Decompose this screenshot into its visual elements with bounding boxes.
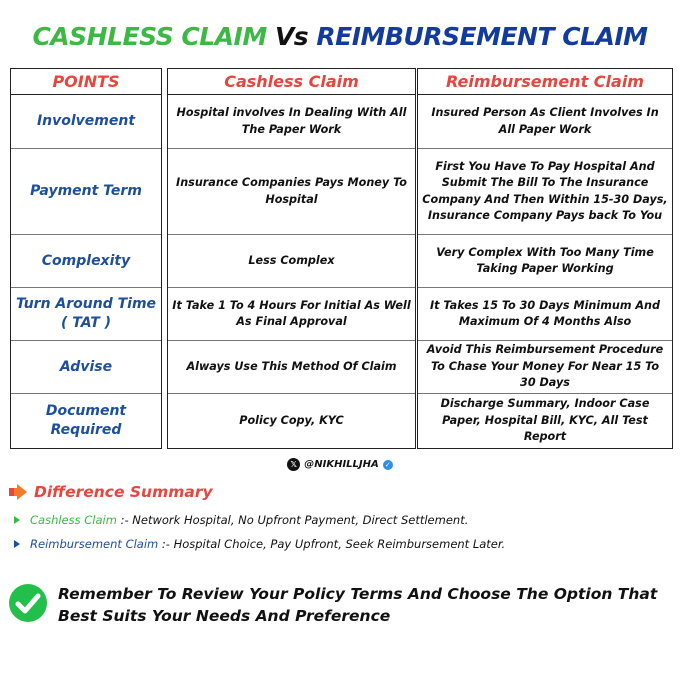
handle-text: @NIKHILLJHA bbox=[304, 459, 379, 470]
points-header: POINTS bbox=[11, 69, 161, 95]
footer-note bbox=[8, 583, 658, 627]
title-cashless: CASHLESS CLAIM bbox=[32, 22, 267, 51]
reimbursement-cell: First You Have To Pay Hospital And Submit The Bill To The Insurance Company And Then Within 15-30 Days, Insurance Company Pays back To You bbox=[418, 149, 672, 235]
title-reimbursement: REIMBURSEMENT CLAIM bbox=[316, 22, 648, 51]
summary-item bbox=[12, 537, 505, 551]
reimbursement-cell: Avoid This Reimbursement Procedure To Chase Your Money For Near 15 To 30 Days bbox=[418, 341, 672, 394]
reimbursement-column bbox=[417, 68, 673, 449]
summary-item bbox=[12, 513, 468, 527]
summary-label-reimbursement: Reimbursement Claim bbox=[30, 537, 159, 551]
cashless-cell: Less Complex bbox=[168, 235, 415, 288]
reimbursement-cell: Discharge Summary, Indoor Case Paper, Hospital Bill, KYC, All Test Report bbox=[440, 397, 650, 444]
cashless-cell: Hospital involves In Dealing With All The Paper Work bbox=[168, 95, 415, 149]
cashless-cell: It Take 1 To 4 Hours For Initial As Well As Final Approval bbox=[168, 288, 415, 341]
points-column bbox=[10, 68, 162, 449]
page-title bbox=[0, 22, 680, 51]
summary-heading bbox=[8, 483, 213, 501]
reimbursement-cell: It Takes 15 To 30 Days Minimum And Maximum Of 4 Months Also bbox=[418, 288, 672, 341]
point-cell: Turn Around Time ( TAT ) bbox=[11, 288, 161, 341]
summary-text: :- Network Hospital, No Upfront Payment, Direct Settlement. bbox=[116, 513, 469, 527]
verified-badge-icon: ✓ bbox=[383, 460, 393, 470]
point-cell: Involvement bbox=[11, 95, 161, 149]
bullet-arrow-icon bbox=[12, 539, 22, 549]
reimbursement-cell: Very Complex With Too Many Time Taking Paper Working bbox=[418, 235, 672, 288]
summary-text: :- Hospital Choice, Pay Upfront, Seek Reimbursement Later. bbox=[158, 537, 506, 551]
point-cell: Document Required bbox=[45, 403, 127, 438]
title-vs: Vs bbox=[274, 22, 309, 51]
x-logo-icon: 𝕏 bbox=[287, 458, 300, 471]
point-cell: Advise bbox=[11, 341, 161, 394]
bullet-arrow-icon bbox=[12, 515, 22, 525]
reimbursement-cell: Insured Person As Client Involves In All Paper Work bbox=[418, 95, 672, 149]
cashless-column bbox=[167, 68, 416, 449]
check-circle-icon bbox=[8, 583, 48, 623]
cashless-cell: Insurance Companies Pays Money To Hospital bbox=[168, 149, 415, 235]
author-handle[interactable] bbox=[0, 458, 680, 471]
point-cell: Payment Term bbox=[11, 149, 161, 235]
summary-heading-text: Difference Summary bbox=[34, 483, 213, 501]
footer-note-text: Remember To Review Your Policy Terms And Choose The Option That Best Suits Your Needs And Preference bbox=[58, 585, 658, 625]
cashless-cell: Policy Copy, KYC bbox=[239, 413, 344, 427]
arrow-right-icon bbox=[8, 484, 28, 500]
reimbursement-header: Reimbursement Claim bbox=[418, 69, 672, 95]
point-cell: Complexity bbox=[11, 235, 161, 288]
cashless-header: Cashless Claim bbox=[168, 69, 415, 95]
summary-label-cashless: Cashless Claim bbox=[30, 513, 117, 527]
cashless-cell: Always Use This Method Of Claim bbox=[168, 341, 415, 394]
